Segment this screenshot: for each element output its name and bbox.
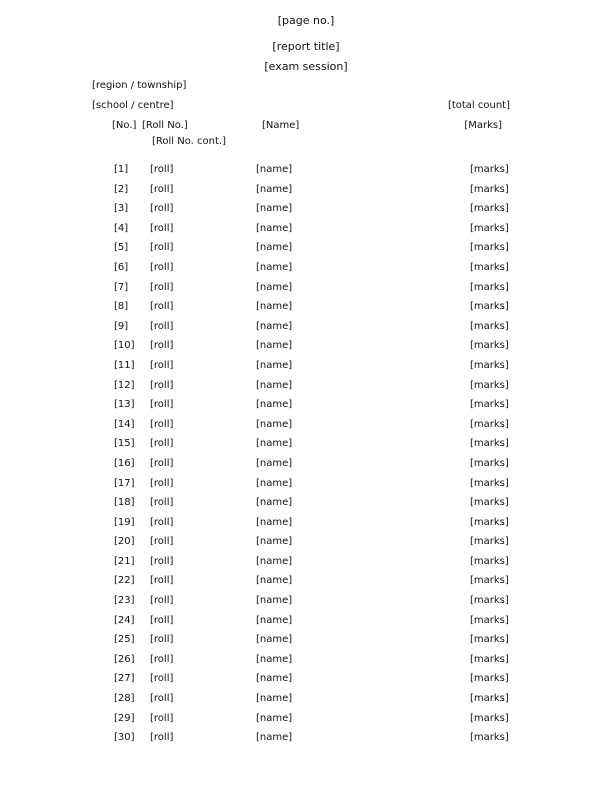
student-name: [name] [256, 399, 293, 411]
marks-value: [marks] [470, 575, 509, 587]
marks-value: [marks] [470, 359, 509, 371]
row-index: [6] [114, 261, 129, 273]
marks-value: [marks] [470, 379, 509, 391]
student-name: [name] [256, 673, 293, 685]
marks-value: [marks] [470, 457, 509, 469]
roll-number: [roll] [150, 575, 174, 587]
roll-number: [roll] [150, 418, 174, 430]
marks-value: [marks] [470, 693, 509, 705]
row-index: [17] [114, 477, 135, 489]
school-label: [school / centre] [92, 100, 174, 111]
table-row [0, 378, 612, 398]
roll-number: [roll] [150, 164, 174, 175]
marks-value: [marks] [470, 164, 509, 175]
table-row [0, 593, 612, 613]
row-index: [29] [114, 712, 135, 724]
marks-value: [marks] [470, 301, 509, 313]
table-row [0, 730, 612, 750]
student-name: [name] [256, 242, 293, 254]
table-row [0, 711, 612, 731]
table-row [0, 573, 612, 593]
student-name: [name] [256, 164, 293, 175]
table-row [0, 534, 612, 554]
marks-value: [marks] [470, 418, 509, 430]
student-name: [name] [256, 712, 293, 724]
row-index: [9] [114, 320, 129, 332]
table-row [0, 299, 612, 319]
roll-number: [roll] [150, 320, 174, 332]
row-index: [23] [114, 595, 135, 607]
table-row [0, 554, 612, 574]
table-row [0, 162, 612, 182]
student-name: [name] [256, 340, 293, 352]
row-index: [15] [114, 438, 135, 450]
table-row [0, 613, 612, 633]
row-index: [12] [114, 379, 135, 391]
table-row [0, 652, 612, 672]
table-row [0, 476, 612, 496]
table-row [0, 319, 612, 339]
marks-value: [marks] [470, 340, 509, 352]
report-title: [report title] [272, 40, 340, 53]
row-index: [20] [114, 536, 135, 548]
roll-number: [roll] [150, 614, 174, 626]
row-index: [25] [114, 634, 135, 646]
table-row [0, 397, 612, 417]
student-name: [name] [256, 516, 293, 528]
table-row [0, 632, 612, 652]
row-index: [3] [114, 203, 129, 215]
region-label: [region / township] [92, 80, 187, 91]
marks-value: [marks] [470, 712, 509, 724]
marks-value: [marks] [470, 320, 509, 332]
student-name: [name] [256, 418, 293, 430]
student-name: [name] [256, 359, 293, 371]
row-index: [18] [114, 497, 135, 509]
row-index: [21] [114, 555, 135, 567]
column-header-roll: [Roll No.] [142, 120, 188, 131]
roll-number: [roll] [150, 261, 174, 273]
student-name: [name] [256, 497, 293, 509]
roll-number: [roll] [150, 477, 174, 489]
row-index: [8] [114, 301, 129, 313]
student-name: [name] [256, 301, 293, 313]
roll-number: [roll] [150, 673, 174, 685]
marks-value: [marks] [470, 497, 509, 509]
table-row [0, 221, 612, 241]
roll-number: [roll] [150, 281, 174, 293]
table-row [0, 417, 612, 437]
marks-value: [marks] [470, 536, 509, 548]
row-index: [24] [114, 614, 135, 626]
roll-number: [roll] [150, 732, 174, 744]
roll-number: [roll] [150, 203, 174, 215]
marks-value: [marks] [470, 261, 509, 273]
roll-number: [roll] [150, 693, 174, 705]
row-index: [28] [114, 693, 135, 705]
total-count: [total count] [447, 100, 510, 111]
marks-value: [marks] [470, 634, 509, 646]
roll-number: [roll] [150, 653, 174, 665]
marks-value: [marks] [470, 673, 509, 685]
marks-value: [marks] [470, 222, 509, 234]
row-index: [5] [114, 242, 129, 254]
marks-value: [marks] [470, 183, 509, 195]
table-row [0, 182, 612, 202]
column-header-name: [Name] [262, 120, 300, 131]
page-number: [page no.] [277, 14, 335, 27]
student-name: [name] [256, 634, 293, 646]
roll-number: [roll] [150, 183, 174, 195]
table-row [0, 515, 612, 535]
row-index: [4] [114, 222, 129, 234]
marks-value: [marks] [470, 203, 509, 215]
table-row [0, 495, 612, 515]
row-index: [14] [114, 418, 135, 430]
marks-value: [marks] [470, 477, 509, 489]
row-index: [16] [114, 457, 135, 469]
student-name: [name] [256, 477, 293, 489]
roll-number: [roll] [150, 712, 174, 724]
marks-value: [marks] [470, 595, 509, 607]
roll-number: [roll] [150, 222, 174, 234]
table-row [0, 436, 612, 456]
row-index: [11] [114, 359, 135, 371]
row-index: [22] [114, 575, 135, 587]
table-row [0, 240, 612, 260]
student-name: [name] [256, 536, 293, 548]
marks-value: [marks] [470, 555, 509, 567]
student-name: [name] [256, 320, 293, 332]
roll-number: [roll] [150, 340, 174, 352]
table-row [0, 671, 612, 691]
student-name: [name] [256, 222, 293, 234]
marks-value: [marks] [470, 732, 509, 744]
marks-value: [marks] [470, 516, 509, 528]
column-header-roll-sub: [Roll No. cont.] [152, 136, 226, 147]
row-index: [10] [114, 340, 135, 352]
student-name: [name] [256, 693, 293, 705]
row-index: [7] [114, 281, 129, 293]
marks-value: [marks] [470, 438, 509, 450]
roll-number: [roll] [150, 497, 174, 509]
table-row [0, 201, 612, 221]
table-row [0, 338, 612, 358]
row-index: [19] [114, 516, 135, 528]
student-name: [name] [256, 183, 293, 195]
row-index: [1] [114, 164, 129, 175]
student-name: [name] [256, 575, 293, 587]
roll-number: [roll] [150, 399, 174, 411]
student-name: [name] [256, 653, 293, 665]
row-index: [27] [114, 673, 135, 685]
table-row [0, 260, 612, 280]
roll-number: [roll] [150, 555, 174, 567]
table-row [0, 691, 612, 711]
roll-number: [roll] [150, 379, 174, 391]
student-name: [name] [256, 379, 293, 391]
student-name: [name] [256, 281, 293, 293]
student-name: [name] [256, 203, 293, 215]
student-name: [name] [256, 457, 293, 469]
marks-value: [marks] [470, 653, 509, 665]
results-list [0, 162, 612, 750]
roll-number: [roll] [150, 438, 174, 450]
student-name: [name] [256, 438, 293, 450]
row-index: [30] [114, 732, 135, 744]
marks-value: [marks] [470, 281, 509, 293]
roll-number: [roll] [150, 595, 174, 607]
report-subtitle: [exam session] [264, 60, 348, 73]
column-header-index: [No.] [112, 120, 137, 131]
roll-number: [roll] [150, 301, 174, 313]
table-row [0, 456, 612, 476]
student-name: [name] [256, 732, 293, 744]
table-row [0, 358, 612, 378]
roll-number: [roll] [150, 457, 174, 469]
table-row [0, 280, 612, 300]
roll-number: [roll] [150, 536, 174, 548]
row-index: [13] [114, 399, 135, 411]
student-name: [name] [256, 595, 293, 607]
row-index: [2] [114, 183, 129, 195]
row-index: [26] [114, 653, 135, 665]
marks-value: [marks] [470, 399, 509, 411]
roll-number: [roll] [150, 359, 174, 371]
marks-value: [marks] [470, 242, 509, 254]
marks-value: [marks] [470, 614, 509, 626]
column-header-marks: [Marks] [464, 120, 502, 131]
student-name: [name] [256, 614, 293, 626]
roll-number: [roll] [150, 516, 174, 528]
student-name: [name] [256, 261, 293, 273]
student-name: [name] [256, 555, 293, 567]
roll-number: [roll] [150, 634, 174, 646]
roll-number: [roll] [150, 242, 174, 254]
